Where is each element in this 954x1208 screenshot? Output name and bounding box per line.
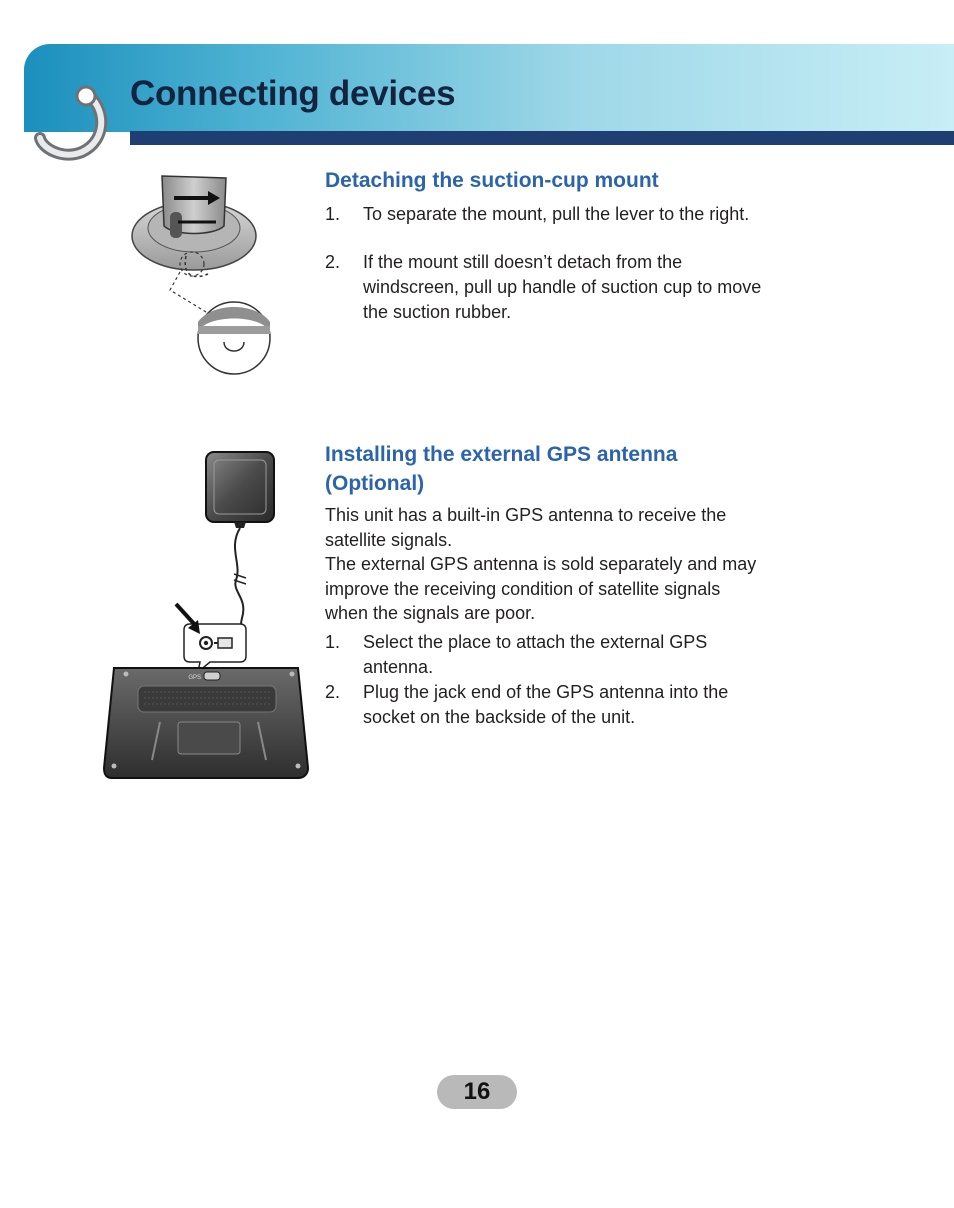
step-text: To separate the mount, pull the lever to the right. <box>363 204 750 224</box>
intro-line: satellite signals. <box>325 529 453 550</box>
intro-line: improve the receiving condition of satellite signals <box>325 578 721 599</box>
intro-line: when the signals are poor. <box>325 603 536 623</box>
intro-line: This unit has a built-in GPS antenna to receive the <box>325 505 727 525</box>
step-text: the suction rubber. <box>363 302 512 322</box>
step-text: Plug the jack end of the GPS antenna into the <box>363 682 729 702</box>
heading-line: Installing the external GPS antenna <box>325 443 678 466</box>
section-heading-gps-antenna <box>325 440 677 498</box>
steps-suction-cup <box>325 202 825 325</box>
intro-line: The external GPS antenna is sold separately and may <box>325 554 757 574</box>
gps-antenna-illustration <box>102 448 316 784</box>
page-title: Connecting devices <box>130 74 456 113</box>
gps-port-label: GPS <box>188 675 201 681</box>
list-item <box>325 250 825 325</box>
step-number: 2. <box>325 252 341 272</box>
suction-cup-mount-illustration <box>126 164 272 378</box>
step-text: windscreen, pull up handle of suction cup to move <box>363 277 762 297</box>
list-item <box>325 630 825 680</box>
step-number: 2. <box>325 682 341 702</box>
heading-line: Detaching the suction-cup mount <box>325 169 659 192</box>
step-text: socket on the backside of the unit. <box>363 707 636 727</box>
header-rule <box>130 131 954 145</box>
step-text: Select the place to attach the external GPS <box>363 632 708 652</box>
page-number: 16 <box>437 1075 517 1109</box>
list-item <box>325 202 825 227</box>
step-number: 1. <box>325 632 341 652</box>
step-text: antenna. <box>363 657 434 677</box>
section-heading-suction-cup <box>325 166 659 195</box>
list-item <box>325 680 825 730</box>
gps-intro-paragraph <box>325 503 825 626</box>
heading-line: (Optional) <box>325 472 425 495</box>
step-number: 1. <box>325 204 341 224</box>
step-text: If the mount still doesn’t detach from the <box>363 252 683 272</box>
steps-gps-antenna <box>325 630 825 730</box>
ring-binder-icon <box>34 82 114 162</box>
